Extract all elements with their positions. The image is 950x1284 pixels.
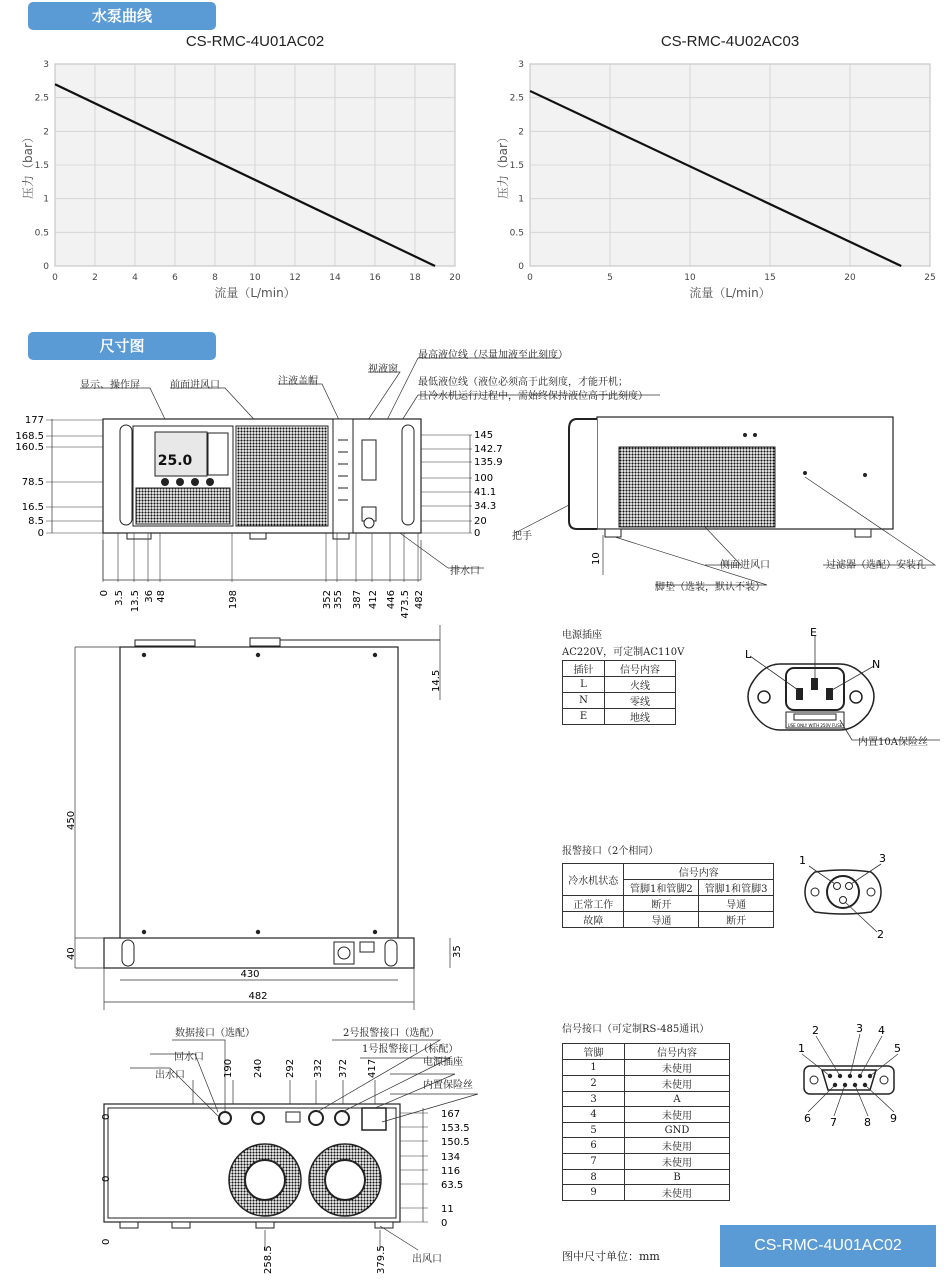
power-socket-drawing xyxy=(740,624,945,749)
front-left-dims xyxy=(15,415,103,539)
label-feet: 脚垫（选装，默认不装） xyxy=(655,582,765,593)
chart-title-1: CS-RMC-4U01AC02 xyxy=(185,33,325,50)
x-tick-label: 8 xyxy=(212,273,218,283)
label-power: 电源插座 xyxy=(423,1057,463,1068)
dim-front-right: 35 xyxy=(452,945,463,958)
dim-value: 78.5 xyxy=(21,477,44,488)
table-cell: 1 xyxy=(563,1060,625,1076)
screen-readout: 25.0 xyxy=(157,453,193,469)
table-row xyxy=(563,709,676,725)
dim-value: 34.3 xyxy=(474,501,497,512)
x-tick-label: 12 xyxy=(289,273,301,283)
dim-value: 240 xyxy=(253,1058,264,1078)
dim-value: 292 xyxy=(285,1058,296,1078)
table-cell: 9 xyxy=(563,1185,625,1201)
rear-left-dim-top: 0 xyxy=(101,1113,112,1120)
table-row xyxy=(563,1123,730,1138)
dim-value: 332 xyxy=(313,1058,324,1078)
table-row xyxy=(563,693,676,709)
table-cell: B xyxy=(625,1170,730,1185)
section-title: 水泵曲线 xyxy=(91,7,152,25)
x-tick-label: 16 xyxy=(369,273,381,283)
alarm-table xyxy=(562,863,774,928)
rear-top-dims xyxy=(223,1059,378,1078)
table-cell: 8 xyxy=(563,1170,625,1185)
dim-value: 0 xyxy=(37,528,44,539)
table-cell: 地线 xyxy=(605,709,676,725)
y-tick-label: 0 xyxy=(518,262,524,272)
dim-value: 116 xyxy=(441,1166,461,1177)
db9-pin-label: 2 xyxy=(812,1024,819,1037)
dim-value: 379.5 xyxy=(376,1245,387,1274)
table-cell: 未使用 xyxy=(625,1154,730,1170)
y-tick-label: 3 xyxy=(43,60,49,70)
dim-value: 0 xyxy=(99,590,110,597)
dim-value: 63.5 xyxy=(441,1180,464,1191)
db9-pin-label: 8 xyxy=(864,1116,871,1129)
table-cell: 2 xyxy=(563,1076,625,1092)
dim-value: 13.5 xyxy=(130,590,141,613)
table-row xyxy=(563,1138,730,1154)
db9-pin-label: 4 xyxy=(878,1024,885,1037)
x-tick-label: 0 xyxy=(527,273,533,283)
table-cell: 零线 xyxy=(605,693,676,709)
table-header: 插针 xyxy=(563,661,605,677)
dim-value: 41.1 xyxy=(474,487,497,498)
table-row xyxy=(563,1107,730,1123)
table-cell: 6 xyxy=(563,1138,625,1154)
y-tick-label: 1.5 xyxy=(509,161,524,171)
dim-value: 417 xyxy=(367,1058,378,1078)
table-header: 信号内容 xyxy=(605,661,676,677)
dim-value: 16.5 xyxy=(21,502,44,513)
table-row xyxy=(563,912,774,928)
table-cell: 故障 xyxy=(563,912,624,928)
dim-depth: 450 xyxy=(66,810,77,830)
dim-value: 36 xyxy=(144,590,155,603)
dim-top: 14.5 xyxy=(431,669,442,692)
rear-bottom-dims xyxy=(263,1245,387,1274)
label-fuse: 内置保险丝 xyxy=(423,1080,473,1091)
table-header: 信号内容 xyxy=(625,1044,730,1060)
y-tick-label: 2 xyxy=(43,127,49,138)
dim-value: 372 xyxy=(338,1058,349,1078)
table-cell: E xyxy=(563,709,605,725)
dim-value: 160.5 xyxy=(15,442,44,453)
power-socket-subtitle: AC220V，可定制AC110V xyxy=(562,647,685,658)
pin-l: L xyxy=(745,648,752,661)
alarm-pin-1: 1 xyxy=(799,854,806,867)
fuse-note: 内置10A保险丝 xyxy=(858,737,928,748)
dim-outer-width: 482 xyxy=(248,991,268,1002)
rear-left-dim-mid: 0 xyxy=(101,1175,112,1182)
db9-pin-label: 1 xyxy=(798,1042,805,1055)
alarm-title: 报警接口（2个相同） xyxy=(562,846,659,857)
section-title: 尺寸图 xyxy=(99,337,145,355)
x-tick-label: 18 xyxy=(409,273,421,283)
dim-value: 352 xyxy=(322,590,333,610)
table-cell: 未使用 xyxy=(625,1060,730,1076)
label-data-port: 数据接口（选配） xyxy=(175,1028,255,1039)
table-header: 管脚 xyxy=(563,1044,625,1060)
db9-connector-drawing xyxy=(790,1020,910,1129)
dim-value: 473.5 xyxy=(400,590,411,619)
y-tick-label: 1 xyxy=(43,194,49,205)
unit-note: 图中尺寸单位：mm xyxy=(562,1250,660,1263)
dim-value: 198 xyxy=(228,590,239,610)
table-cell: 导通 xyxy=(699,896,774,912)
model-footer xyxy=(720,1225,936,1267)
front-right-dims xyxy=(421,430,503,539)
label-air-out: 出风口 xyxy=(412,1254,442,1265)
y-tick-label: 1 xyxy=(518,194,524,205)
dim-front: 40 xyxy=(66,947,77,960)
label-drain: 排水口 xyxy=(450,566,480,577)
y-axis-label: 压力（bar） xyxy=(21,131,35,199)
x-tick-label: 5 xyxy=(607,273,613,283)
dim-value: 3.5 xyxy=(114,590,125,606)
table-cell: 未使用 xyxy=(625,1076,730,1092)
label-return: 回水口 xyxy=(174,1052,204,1063)
y-tick-label: 0.5 xyxy=(34,228,49,239)
x-tick-label: 2 xyxy=(92,273,98,283)
dim-value: 412 xyxy=(368,590,379,610)
table-cell: N xyxy=(563,693,605,709)
table-cell: L xyxy=(563,677,605,693)
y-tick-label: 2 xyxy=(518,127,524,138)
table-cell: 4 xyxy=(563,1107,625,1123)
label-alarm2: 2号报警接口（选配） xyxy=(343,1028,440,1039)
table-cell: 5 xyxy=(563,1123,625,1138)
alarm-pin-3: 3 xyxy=(879,852,886,865)
dim-value: 355 xyxy=(333,590,344,610)
db9-pin-label: 7 xyxy=(830,1116,837,1129)
side-dim: 10 xyxy=(591,552,602,565)
chart-title-2: CS-RMC-4U02AC03 xyxy=(660,33,800,50)
alarm-connector-drawing xyxy=(795,850,895,945)
x-tick-label: 15 xyxy=(764,273,776,283)
table-row xyxy=(563,1170,730,1185)
label-filter: 过滤器（选配）安装孔 xyxy=(826,560,926,571)
table-row xyxy=(563,896,774,912)
pump-curve-chart-2 xyxy=(475,52,950,302)
table-cell: 3 xyxy=(563,1092,625,1107)
table-cell: 火线 xyxy=(605,677,676,693)
table-header: 管脚1和管脚3 xyxy=(699,880,774,896)
dim-value: 48 xyxy=(156,590,167,603)
label-min-level-1: 最低液位线（液位必须高于此刻度，才能开机； xyxy=(418,377,628,388)
dim-value: 482 xyxy=(414,590,425,610)
table-cell: 7 xyxy=(563,1154,625,1170)
table-cell: A xyxy=(625,1092,730,1107)
dim-value: 150.5 xyxy=(441,1137,470,1148)
alarm-pin-2: 2 xyxy=(877,928,884,941)
x-tick-label: 20 xyxy=(844,273,856,283)
top-view-drawing xyxy=(60,620,480,1010)
y-tick-label: 3 xyxy=(518,60,524,70)
rear-left-dim-bottom: 0 xyxy=(101,1238,112,1245)
y-tick-label: 1.5 xyxy=(34,161,49,171)
y-axis-label: 压力（bar） xyxy=(496,131,510,199)
x-tick-label: 4 xyxy=(132,273,138,283)
dim-value: 145 xyxy=(474,430,494,441)
y-tick-label: 2.5 xyxy=(34,93,49,104)
signal-title: 信号接口（可定制RS-485通讯） xyxy=(562,1024,710,1035)
power-socket-table xyxy=(562,660,676,725)
x-tick-label: 10 xyxy=(684,273,696,283)
section-header-pump-curve xyxy=(28,2,216,30)
label-display: 显示、操作屏 xyxy=(80,380,140,391)
x-tick-label: 10 xyxy=(249,273,261,283)
x-tick-label: 20 xyxy=(449,273,461,283)
table-cell: 未使用 xyxy=(625,1185,730,1201)
table-row xyxy=(563,677,676,693)
dim-inner-width: 430 xyxy=(240,969,260,980)
y-tick-label: 0 xyxy=(43,262,49,272)
x-tick-label: 25 xyxy=(924,273,936,283)
fuse-print: USE ONLY WITH 250V FUSE xyxy=(787,723,843,728)
front-bottom-dims xyxy=(99,533,425,619)
table-cell: 断开 xyxy=(699,912,774,928)
label-front-inlet: 前面进风口 xyxy=(170,380,220,391)
pump-curve-chart-1 xyxy=(0,52,470,302)
table-cell: 未使用 xyxy=(625,1107,730,1123)
dim-value: 20 xyxy=(474,516,487,527)
dim-value: 168.5 xyxy=(15,431,44,442)
label-side-inlet: 侧面进风口 xyxy=(720,560,770,571)
table-row xyxy=(563,1060,730,1076)
dim-value: 446 xyxy=(386,590,397,610)
label-max-level: 最高液位线（尽量加液至此刻度） xyxy=(418,350,568,361)
dim-value: 134 xyxy=(441,1152,461,1163)
dim-value: 190 xyxy=(223,1058,234,1078)
dim-value: 11 xyxy=(441,1204,454,1215)
x-tick-label: 14 xyxy=(329,273,341,283)
table-cell: 导通 xyxy=(624,912,699,928)
dim-value: 153.5 xyxy=(441,1123,470,1134)
dim-value: 258.5 xyxy=(263,1245,274,1274)
dim-value: 387 xyxy=(352,590,363,610)
table-cell: GND xyxy=(625,1123,730,1138)
power-socket-title: 电源插座 xyxy=(562,630,602,641)
x-axis-label: 流量（L/min） xyxy=(214,286,296,300)
table-row xyxy=(563,1154,730,1170)
table-header: 信号内容 xyxy=(624,864,774,880)
table-cell: 未使用 xyxy=(625,1138,730,1154)
label-handle: 把手 xyxy=(512,531,532,542)
dim-value: 8.5 xyxy=(28,516,44,527)
label-outlet: 出水口 xyxy=(155,1070,185,1081)
dim-value: 100 xyxy=(474,473,494,484)
x-tick-label: 0 xyxy=(52,273,58,283)
label-sight-window: 视液窗 xyxy=(368,364,398,375)
x-tick-label: 6 xyxy=(172,273,178,283)
dim-value: 142.7 xyxy=(474,444,503,455)
rear-right-dims xyxy=(400,1109,470,1229)
dim-value: 135.9 xyxy=(474,457,503,468)
table-row xyxy=(563,1185,730,1201)
pin-n: N xyxy=(872,658,881,671)
x-axis-label: 流量（L/min） xyxy=(689,286,771,300)
footer-text: CS-RMC-4U01AC02 xyxy=(754,1237,902,1254)
dim-value: 0 xyxy=(474,528,481,539)
signal-table xyxy=(562,1043,730,1201)
dim-value: 0 xyxy=(441,1218,448,1229)
table-row xyxy=(563,1076,730,1092)
label-alarm1: 1号报警接口（标配） xyxy=(362,1044,459,1055)
dim-value: 177 xyxy=(24,415,44,426)
y-tick-label: 2.5 xyxy=(509,93,524,104)
pin-e: E xyxy=(810,626,817,639)
table-row xyxy=(563,1092,730,1107)
table-header: 冷水机状态 xyxy=(563,864,624,896)
db9-pin-label: 5 xyxy=(894,1042,901,1055)
db9-pin-label: 6 xyxy=(804,1112,811,1125)
table-header: 管脚1和管脚2 xyxy=(624,880,699,896)
label-min-level-2: 且冷水机运行过程中，需始终保持液位高于此刻度） xyxy=(418,391,648,402)
dim-value: 167 xyxy=(441,1109,461,1120)
label-fill-cap: 注液盖帽 xyxy=(278,376,318,387)
table-cell: 正常工作 xyxy=(563,896,624,912)
db9-pin-label: 9 xyxy=(890,1112,897,1125)
table-cell: 断开 xyxy=(624,896,699,912)
db9-pin-label: 3 xyxy=(856,1022,863,1035)
y-tick-label: 0.5 xyxy=(509,228,524,239)
